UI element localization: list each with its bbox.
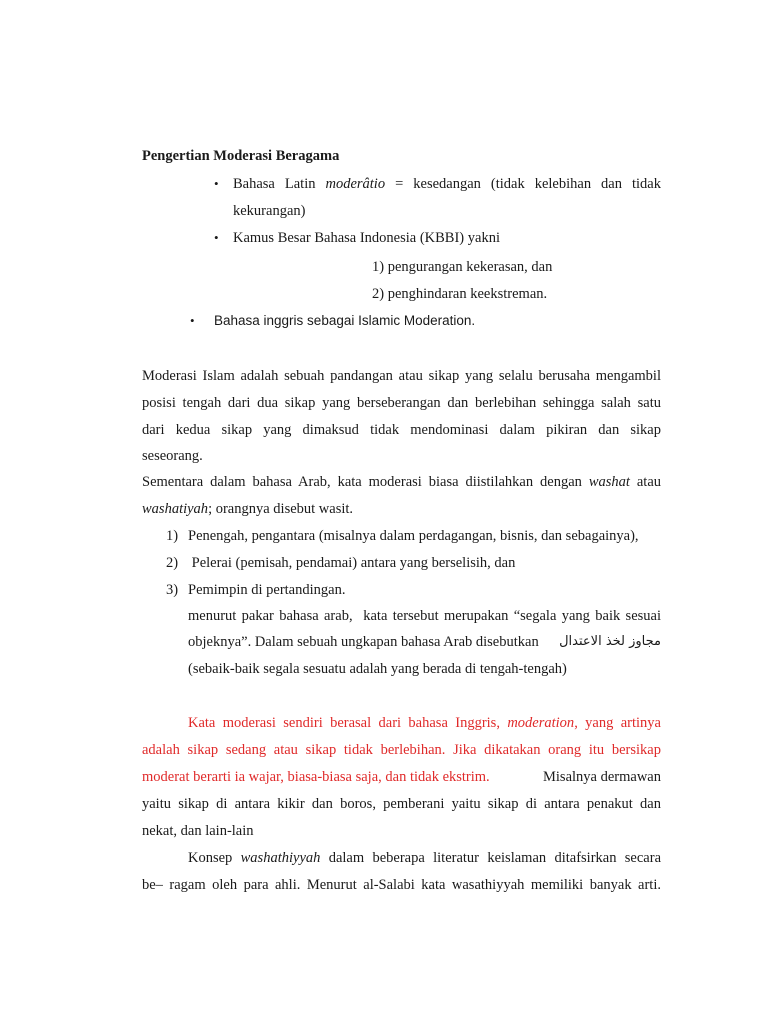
para2-line2-rest: ; orangnya disebut wasit.	[208, 501, 354, 517]
paragraph-line: nekat, dan lain-lain	[142, 823, 254, 839]
term-washat: washat	[588, 474, 630, 490]
quote-line: (sebaik-baik segala sesuatu adalah yang berada di tengah-tengah)	[188, 661, 567, 677]
kbbi-item: 1) pengurangan kekerasan, dan	[372, 259, 553, 275]
para3-black-l3: Misalnya dermawan	[535, 769, 661, 785]
para3-red-l3: moderat berarti ia wajar, biasa-biasa saja, dan tidak ekstrim.	[142, 769, 490, 785]
list-item-kbbi: Kamus Besar Bahasa Indonesia (KBBI) yakni	[233, 230, 500, 246]
bullet-icon: •	[190, 313, 195, 328]
term-moderation: moderation	[507, 715, 575, 731]
quote-line	[188, 633, 661, 651]
paragraph-line	[142, 500, 353, 518]
paragraph-line: be– ragam oleh para ahli. Menurut al-Salabi kata wasathiyyah memiliki banyak arti.	[142, 877, 661, 893]
quote-line: menurut pakar bahasa arab, kata tersebut merupakan “segala yang baik sesuai	[188, 608, 661, 624]
paragraph-line: yaitu sikap di antara kikir dan boros, pemberani yaitu sikap di antara penakut dan	[142, 796, 661, 812]
paragraph-line	[188, 849, 661, 867]
term-washatiyah: washatiyah	[142, 501, 209, 517]
kbbi-item: 2) penghindaran keekstreman.	[372, 286, 548, 302]
para2-suffix: atau	[636, 474, 662, 490]
paragraph-line: seseorang.	[142, 448, 203, 464]
para4-prefix: Konsep	[188, 850, 233, 866]
bullet-icon: •	[214, 176, 219, 191]
latin-term: moderâtio	[325, 176, 386, 192]
list-item: Pelerai (pemisah, pendamai) antara yang berselisih, dan	[188, 555, 516, 571]
paragraph-line: adalah sikap sedang atau sikap tidak berlebihan. Jika dikatakan orang itu bersikap	[142, 742, 661, 758]
quote-prefix: objeknya”. Dalam sebuah ungkapan bahasa Arab disebutkan	[188, 634, 539, 650]
para4-rest: dalam beberapa literatur keislaman ditafsirkan secara	[328, 850, 661, 866]
arabic-phrase: مجاوز لخذ الاعتدال	[559, 634, 661, 649]
para3-red-a: Kata moderasi sendiri berasal dari bahasa Inggris,	[188, 715, 500, 731]
list-item: Pemimpin di pertandingan.	[188, 582, 346, 598]
list-number: 1)	[166, 528, 179, 544]
list-number: 3)	[166, 582, 179, 598]
paragraph-line: dari kedua sikap yang dimaksud tidak mendominasi dalam pikiran dan sikap	[142, 422, 661, 438]
bullet-icon: •	[214, 230, 219, 245]
term-washathiyyah: washathiyyah	[240, 850, 321, 866]
list-item: Penengah, pengantara (misalnya dalam perdagangan, bisnis, dan sebagainya),	[188, 528, 639, 544]
paragraph-line	[142, 768, 661, 786]
paragraph-line: Moderasi Islam adalah sebuah pandangan atau sikap yang selalu berusaha mengambil	[142, 368, 661, 384]
para3-red-b: , yang artinya	[574, 715, 661, 731]
paragraph-line: posisi tengah dari dua sikap yang berseberangan dan berlebihan sehingga salah satu	[142, 395, 661, 411]
latin-rest: = kesedangan (tidak kelebihan dan tidak	[395, 176, 661, 192]
latin-prefix: Bahasa Latin	[233, 176, 316, 192]
paragraph-line	[188, 714, 661, 732]
list-item-latin	[233, 175, 661, 193]
paragraph-line	[142, 473, 661, 491]
para2-prefix: Sementara dalam bahasa Arab, kata moderasi biasa diistilahkan dengan	[142, 474, 582, 490]
list-item-english: Bahasa inggris sebagai Islamic Moderation.	[214, 313, 476, 328]
latin-continuation: kekurangan)	[233, 203, 306, 219]
page-title: Pengertian Moderasi Beragama	[142, 148, 340, 164]
list-number: 2)	[166, 555, 179, 571]
